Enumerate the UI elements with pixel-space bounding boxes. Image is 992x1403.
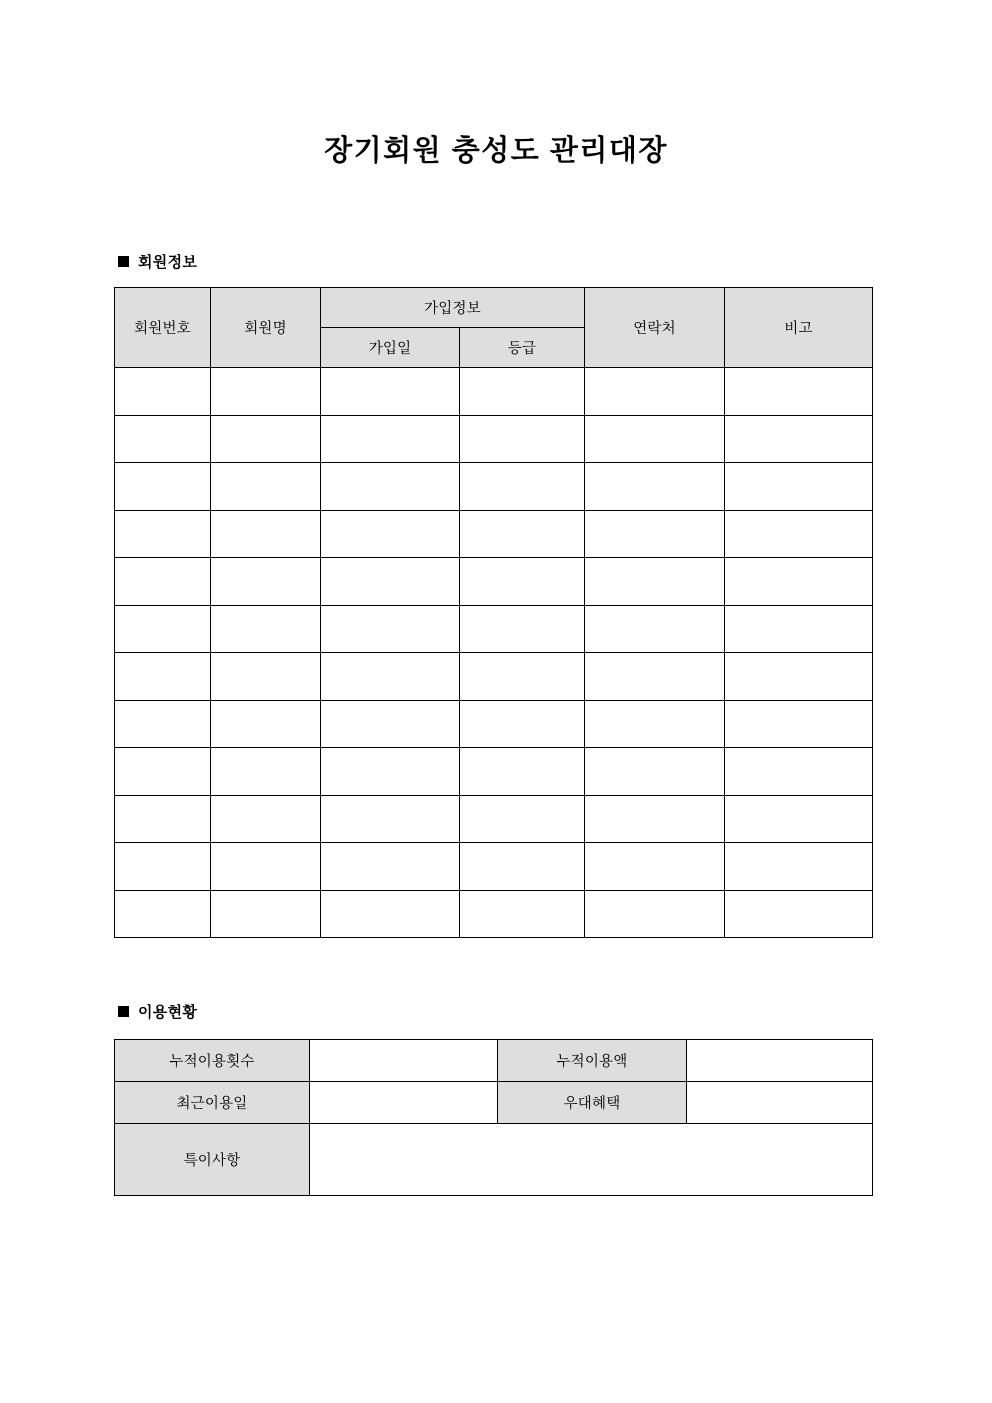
table-cell-2[interactable] [321,700,460,748]
column-header-contact: 연락처 [585,288,725,368]
table-row [115,843,873,891]
table-cell-1[interactable] [211,748,321,796]
table-row [115,510,873,558]
table-cell-2[interactable] [321,415,460,463]
table-cell-5[interactable] [725,510,873,558]
usage-status-table-body [115,1040,873,1196]
value-total-usage-amount[interactable] [687,1040,873,1082]
table-cell-5[interactable] [725,463,873,511]
value-preferential-benefit[interactable] [687,1082,873,1124]
table-cell-4[interactable] [585,890,725,938]
table-cell-0[interactable] [115,368,211,416]
table-cell-5[interactable] [725,368,873,416]
table-row [115,1124,873,1196]
header-row-top [115,288,873,328]
label-preferential-benefit: 우대혜택 [498,1082,687,1124]
table-cell-4[interactable] [585,368,725,416]
table-cell-5[interactable] [725,605,873,653]
table-cell-4[interactable] [585,653,725,701]
table-row [115,368,873,416]
member-info-table-head [115,288,873,368]
table-cell-4[interactable] [585,558,725,606]
table-cell-2[interactable] [321,748,460,796]
table-cell-2[interactable] [321,795,460,843]
member-info-table-body [115,368,873,938]
table-row [115,700,873,748]
section-heading-label: 이용현황 [138,1004,198,1021]
table-cell-3[interactable] [460,605,585,653]
label-total-usage-amount: 누적이용액 [498,1040,687,1082]
table-cell-1[interactable] [211,795,321,843]
table-cell-4[interactable] [585,795,725,843]
table-cell-1[interactable] [211,890,321,938]
table-cell-5[interactable] [725,653,873,701]
table-cell-1[interactable] [211,368,321,416]
column-header-grade: 등급 [460,328,585,368]
table-cell-0[interactable] [115,510,211,558]
table-cell-5[interactable] [725,843,873,891]
table-cell-0[interactable] [115,700,211,748]
table-cell-2[interactable] [321,653,460,701]
table-cell-3[interactable] [460,795,585,843]
table-row [115,415,873,463]
column-header-member-name: 회원명 [211,288,321,368]
filled-square-icon [118,256,129,267]
table-row [115,463,873,511]
table-row [115,795,873,843]
label-total-usage-count: 누적이용횟수 [115,1040,310,1082]
table-cell-3[interactable] [460,463,585,511]
table-cell-0[interactable] [115,558,211,606]
table-cell-5[interactable] [725,795,873,843]
usage-status-table [114,1039,873,1196]
table-cell-5[interactable] [725,558,873,606]
table-cell-3[interactable] [460,700,585,748]
table-cell-1[interactable] [211,463,321,511]
table-cell-2[interactable] [321,890,460,938]
table-cell-2[interactable] [321,605,460,653]
table-cell-5[interactable] [725,700,873,748]
table-cell-0[interactable] [115,415,211,463]
table-cell-1[interactable] [211,510,321,558]
column-header-join-date: 가입일 [321,328,460,368]
filled-square-icon [118,1006,129,1017]
table-cell-3[interactable] [460,415,585,463]
page-title: 장기회원 충성도 관리대장 [324,135,668,167]
value-last-usage-date[interactable] [310,1082,498,1124]
table-row [115,605,873,653]
table-row [115,748,873,796]
table-cell-4[interactable] [585,463,725,511]
table-cell-3[interactable] [460,890,585,938]
table-cell-4[interactable] [585,748,725,796]
section-heading-member-info [118,251,197,272]
table-cell-3[interactable] [460,748,585,796]
table-cell-3[interactable] [460,510,585,558]
table-cell-0[interactable] [115,605,211,653]
table-cell-3[interactable] [460,368,585,416]
table-cell-1[interactable] [211,653,321,701]
table-cell-3[interactable] [460,843,585,891]
label-special-notes: 특이사항 [115,1124,310,1196]
table-cell-4[interactable] [585,510,725,558]
table-cell-4[interactable] [585,843,725,891]
label-last-usage-date: 최근이용일 [115,1082,310,1124]
table-cell-2[interactable] [321,558,460,606]
table-cell-1[interactable] [211,415,321,463]
table-cell-0[interactable] [115,463,211,511]
member-info-table [114,287,873,938]
column-header-join-info: 가입정보 [321,288,585,328]
table-cell-5[interactable] [725,748,873,796]
section-heading-usage-status [118,1001,197,1022]
table-row [115,558,873,606]
table-cell-2[interactable] [321,843,460,891]
table-cell-5[interactable] [725,890,873,938]
table-row [115,1082,873,1124]
table-cell-0[interactable] [115,795,211,843]
table-cell-3[interactable] [460,558,585,606]
table-cell-1[interactable] [211,605,321,653]
table-cell-0[interactable] [115,748,211,796]
table-cell-4[interactable] [585,700,725,748]
table-row [115,1040,873,1082]
table-cell-0[interactable] [115,653,211,701]
table-cell-4[interactable] [585,605,725,653]
table-cell-0[interactable] [115,843,211,891]
table-cell-2[interactable] [321,510,460,558]
table-row [115,653,873,701]
table-cell-0[interactable] [115,890,211,938]
table-cell-3[interactable] [460,653,585,701]
table-cell-1[interactable] [211,700,321,748]
table-cell-1[interactable] [211,558,321,606]
table-cell-5[interactable] [725,415,873,463]
table-row [115,890,873,938]
table-cell-1[interactable] [211,843,321,891]
table-cell-2[interactable] [321,463,460,511]
section-heading-label: 회원정보 [138,254,198,271]
table-cell-2[interactable] [321,368,460,416]
column-header-remarks: 비고 [725,288,873,368]
column-header-member-no: 회원번호 [115,288,211,368]
value-special-notes[interactable] [310,1124,873,1196]
table-cell-4[interactable] [585,415,725,463]
value-total-usage-count[interactable] [310,1040,498,1082]
